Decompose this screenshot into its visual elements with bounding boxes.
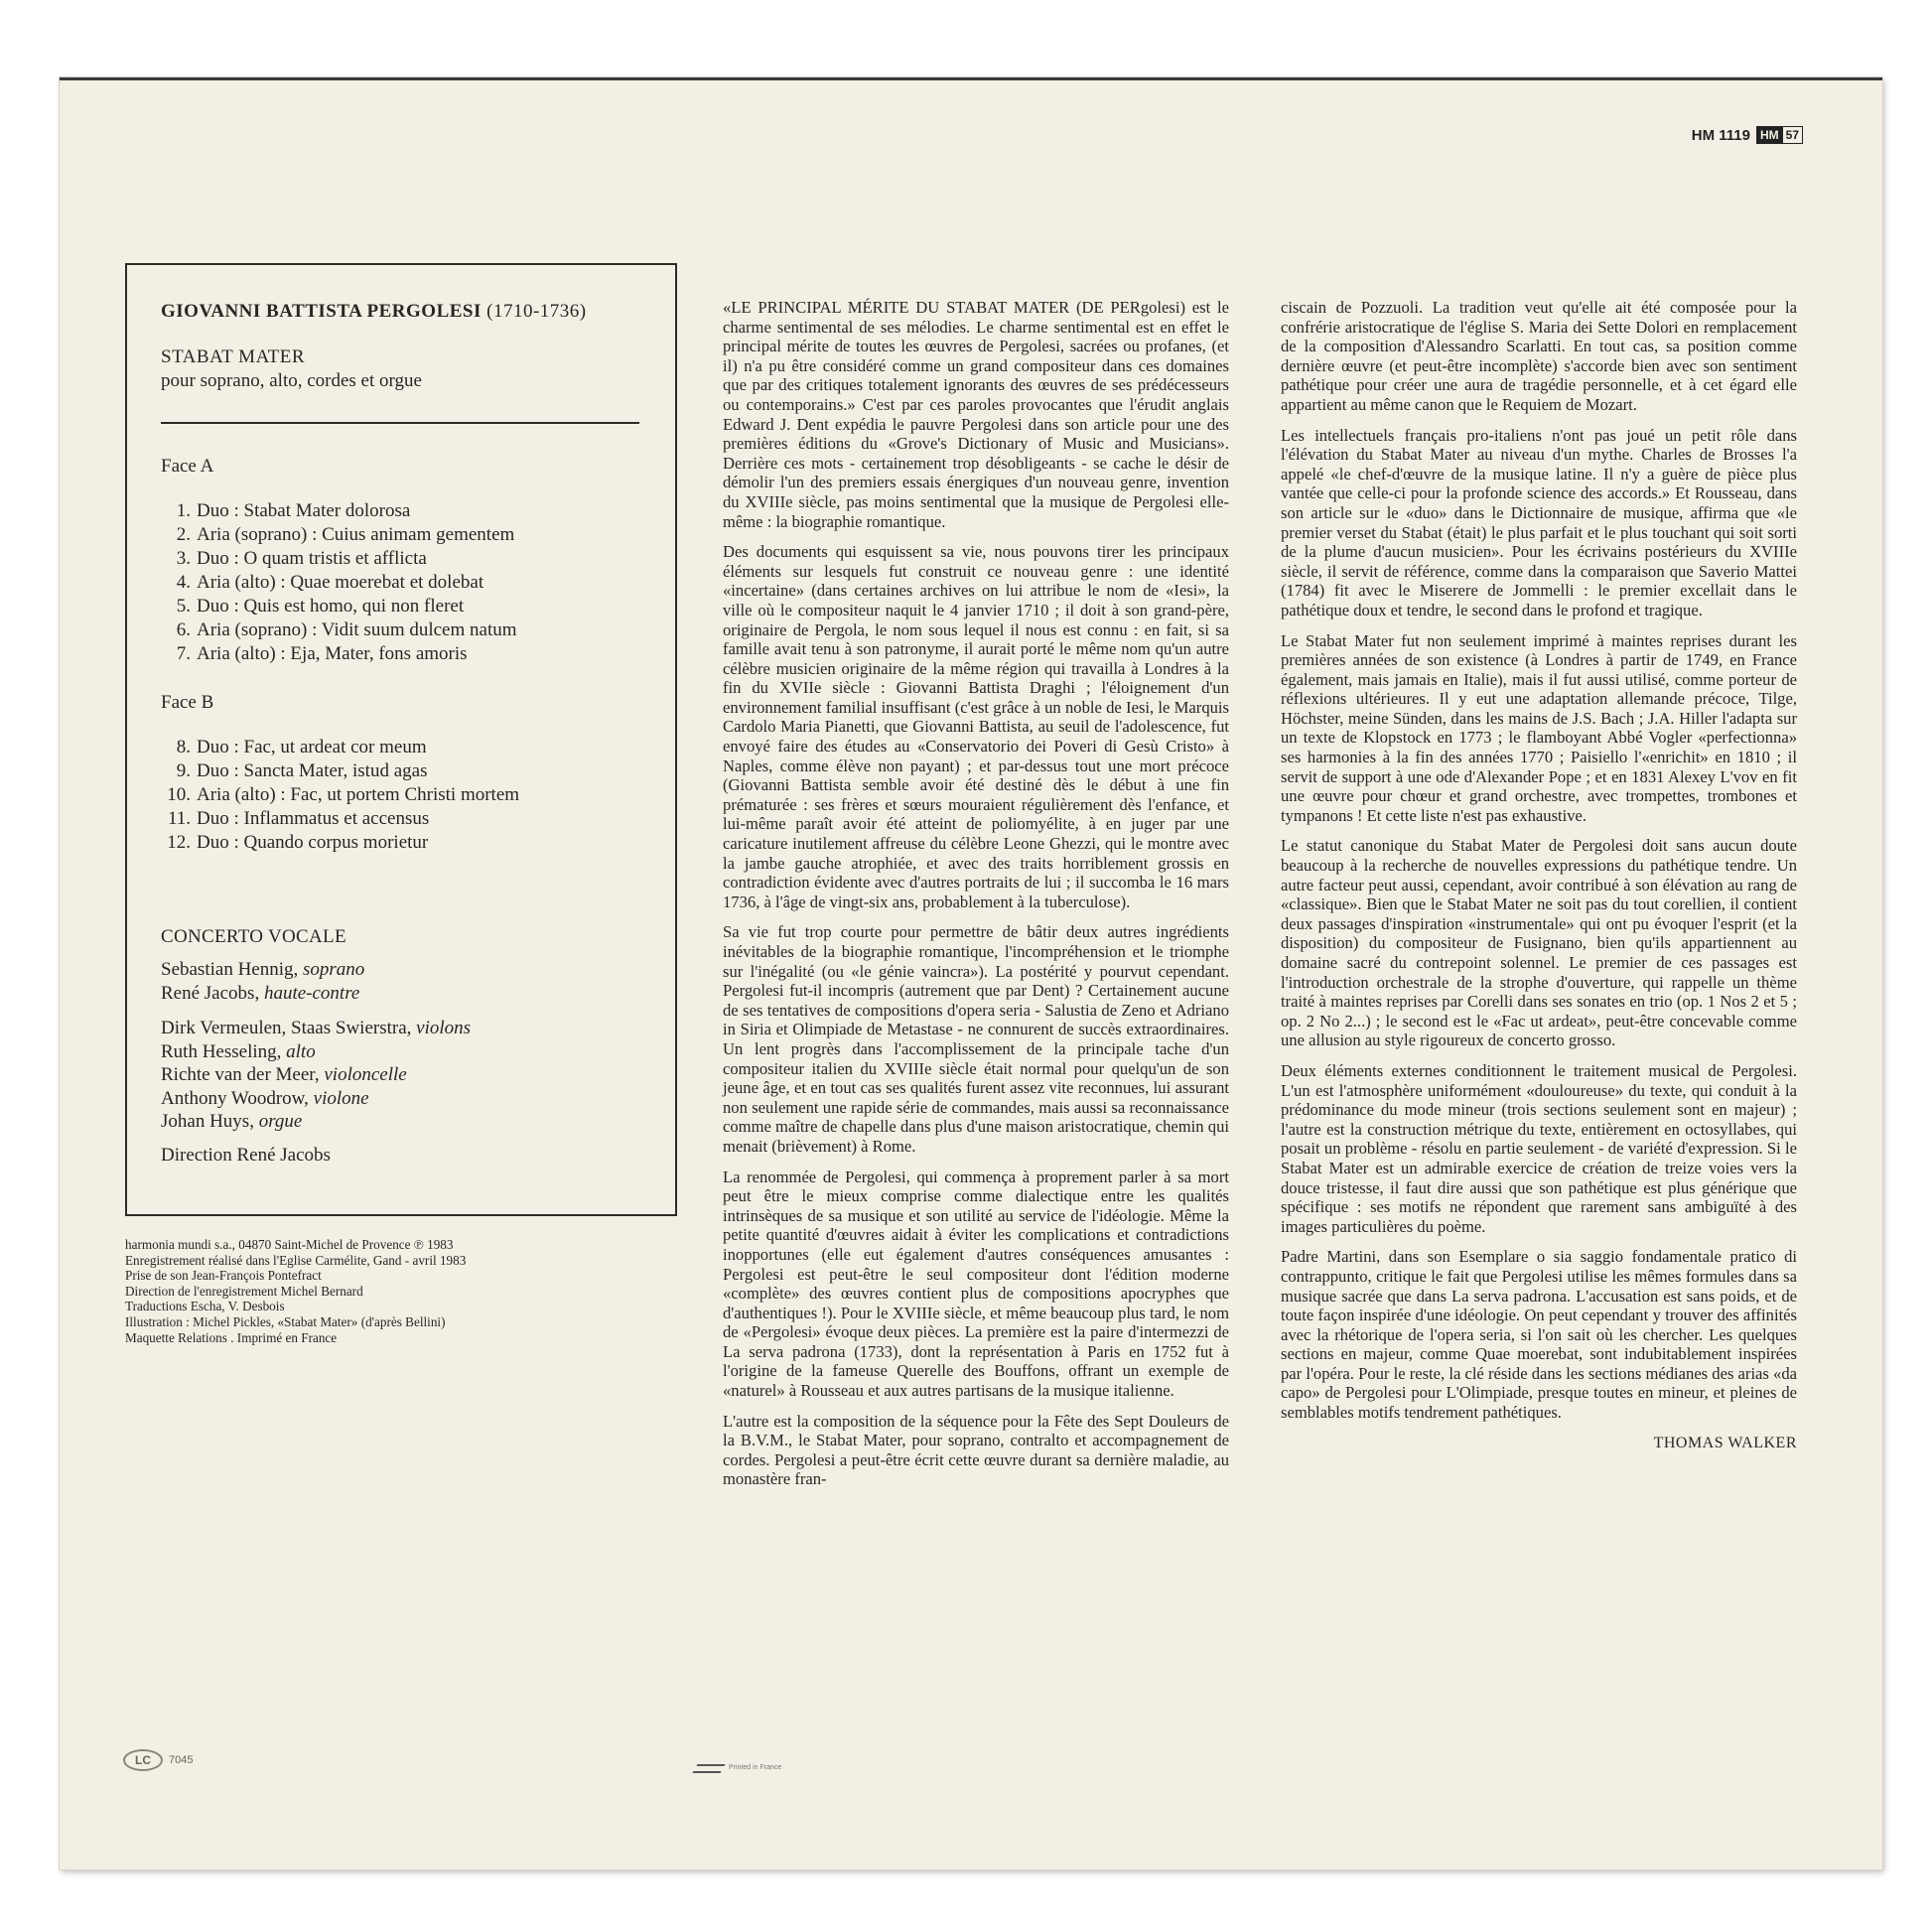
catalog-number [1692,126,1803,144]
credit-line: Enregistrement réalisé dans l'Eglise Carmélite, Gand - avril 1983 [125,1252,467,1268]
performers-list [161,958,647,1167]
article-paragraph: Le Stabat Mater fut non seulement imprimé à maintes reprises durant les premières années de son existence (à Londres à partir de 1749, en France également, mais jamais en Italie), mais il fut aussi utilisé, comme porteur de réflexions ultérieures. Il y eut une adaptation allemande précoce, Tilge, Höchster, meine Sünden, dans les mains de J.S. Bach ; J.A. Hiller l'adapta sur un texte de Klopstock en 1773 ; le flamboyant Abbé Vogler «perfectionna» ses harmonies à la fin des années 1770 ; Paisiello l'«enrichit» en 1810 ; il servit de support à une ode d'Alexander Pope ; et en 1831 Alexey L'vov en fit une œuvre pour chœur et grand orchestre, avec trompettes, trombones et tympanons ! Et cette liste n'est pas exhaustive. [1281,630,1797,825]
track-title: Duo : O quam tristis et afflicta [197,548,427,569]
article-paragraph: L'autre est la composition de la séquence pour la Fête des Sept Douleurs de la B.V.M., le Stabat Mater, pour soprano, contralto et accompagnement de cordes. Pergolesi a peut-être écrit cette œuvre durant sa dernière maladie, au monastère fran- [723,1411,1229,1489]
track-title: Duo : Quis est homo, qui non fleret [197,596,465,617]
track-number: 4. [176,572,191,593]
player [161,1017,647,1040]
track-item [161,619,647,642]
track-title: Aria (alto) : Quae moerebat et dolebat [197,572,484,593]
article-column-1 [723,298,1229,1500]
track-number: 12. [167,832,191,853]
article-paragraph: Des documents qui esquissent sa vie, nous pouvons tirer les principaux éléments sur lesquels fut construit ce nouveau genre : une identité «incertaine» (dans certaines archives on lui attribue le nom de «Iesi», la ville où le compositeur naquit le 4 janvier 1710 ; il doit à son grand-père, originaire de Pergola, le nom sous lequel il nous est connu : en fait, si sa famille avait tenu à son patronyme, il aurait porté le même nom qu'un autre célèbre musicien originaire de la même région qui travailla à Londres à la fin du XVIIe siècle : Giovanni Battista Draghi ; l'éloignement d'un environnement familial insuffisant (c'est grâce à un noble de Iesi, le Marquis Cardolo Maria Pianetti, que Giovanni Battista, au seuil de l'adolescence, fut envoyé faire des études au «Conservatorio dei Poveri di Gesù Cristo» à Naples, comme élève non payant) ; et par-dessus tout une mort précoce (Giovanni Battista semble avoir été destiné dès le début à une fin prématurée : ses frères et sœurs mouraient régulièrement dès l'enfance, et lui-même paraît avoir été atteint de poliomyélite, à en juger par une caricature inutilement affreuse du célèbre Leone Ghezzi, qui le montre avec la jambe gauche atrophiée, et avec des traits horriblement grossis en contradiction évidente avec d'autres portraits de lui ; il succomba le 16 mars 1736, à l'âge de vingt-six ans, probablement à la tuberculose). [723,542,1229,911]
track-number: 9. [176,760,191,781]
performer-role: soprano [303,959,365,980]
composer-heading [161,301,647,323]
track-number: 2. [176,524,191,545]
track-number: 6. [176,619,191,640]
track-title: Aria (alto) : Eja, Mater, fons amoris [197,643,468,664]
track-item [161,595,647,619]
hm-logo-badge [1756,126,1803,144]
performer-role: violons [416,1018,472,1038]
performer-name: Anthony Woodrow, [161,1087,309,1109]
article-paragraph: Padre Martini, dans son Esemplare o sia saggio fondamentale pratico di contrappunto, critique le fait que Pergolesi utilise les mêmes formules dans sa musique sacrée que dans La serva padrona. L'accusation est sans poids, et de toute façon inspirée d'une idéologie. On peut cependant y trouver des affinités avec la rhétorique de l'opera seria, si l'on sait où les chercher. Les quelques sections en majeur, comme Quae moerebat, sont indubitablement inspirées par l'opéra. Pour le reste, la clé réside dans les sections médianes des arias «da capo» de Pergolesi pour L'Olimpiade, presque toutes en mineur, et pleines de semblables motifs tendrement pathétiques. [1281,1247,1797,1423]
track-number: 10. [167,784,191,805]
track-item [161,642,647,666]
track-item [161,831,647,855]
track-title: Aria (soprano) : Vidit suum dulcem natum [197,619,517,640]
performer-role: violone [313,1087,369,1109]
article-column-2 [1281,298,1797,1452]
article-paragraph: Le statut canonique du Stabat Mater de Pergolesi doit sans aucun doute beaucoup à la recherche de nouvelles expressions du pathétique tendre. Un autre facteur peut aussi, cependant, avoir contribué à son élévation au rang de «classique». Bien que le Stabat Mater ne soit pas du tout corellien, il contient deux passages d'inspiration «instrumentale» qui ont pu évoquer l'esprit (et la disposition) du compositeur de Fusignano, bien qu'ils appartiennent au domaine sacré du contrepoint solennel. Le premier de ces passages est l'introduction orchestrale de la strophe d'ouverture, qui rappelle un thème traité à maintes reprises par Corelli dans ses sonates en trio (op. 1 Nos 2 et 5 ; op. 2 No 2...) ; le second est le «Fac ut ardeat», peut-être concevable comme une allusion au style rigoureux de concerto grosso. [1281,836,1797,1050]
credit-line: Illustration : Michel Pickles, «Stabat Mater» (d'après Bellini) [125,1313,446,1329]
track-title: Duo : Quando corpus morietur [197,832,429,853]
track-number: 7. [176,643,191,664]
tracklist-box [125,263,677,1216]
player [161,1040,647,1064]
player [161,1063,647,1087]
track-number: 1. [176,500,191,521]
printed-in-text: Printed in France [729,1763,782,1771]
track-item [161,547,647,571]
badge-left: HM [1757,127,1782,143]
catalog-number-text: HM 1119 [1691,126,1750,144]
article-paragraph: ciscain de Pozzuoli. La tradition veut qu'elle ait été composée pour la confrérie aristocratique de l'église S. Maria dei Sette Dolori en remplacement de la composition d'Alessandro Scarlatti. En tout cas, sa position comme dernière œuvre (et peut-être incomplète) s'accorde bien avec son sentiment pathétique pour créer une aura de tragédie personnelle, et à cet égard elle appartient au même canon que le Requiem de Mozart. [1281,298,1797,414]
performer-role: haute-contre [263,982,360,1004]
player [161,1110,647,1134]
printed-mark [695,1762,781,1772]
face-a-label: Face A [161,456,214,477]
track-title: Duo : Fac, ut ardeat cor meum [197,737,427,757]
track-item [161,571,647,595]
direction-credit: Direction René Jacobs [161,1144,331,1166]
work-subtitle: pour soprano, alto, cordes et orgue [161,370,422,391]
track-number: 3. [176,548,191,569]
credit-line: Prise de son Jean-François Pontefract [125,1268,322,1284]
production-credits [125,1237,681,1345]
track-title: Duo : Stabat Mater dolorosa [197,500,411,521]
author-signature: THOMAS WALKER [1653,1434,1797,1451]
track-item [161,736,647,759]
work-title: STABAT MATER [161,346,306,367]
track-title: Duo : Inflammatus et accensus [197,808,430,829]
performer-name: Ruth Hesseling, [161,1040,282,1062]
track-title: Duo : Sancta Mater, istud agas [197,760,428,781]
performer-name: Sebastian Hennig, [161,959,299,980]
track-number: 8. [176,737,191,757]
composer-name: GIOVANNI BATTISTA PERGOLESI [161,301,482,322]
printer-logo-icon [695,1762,723,1772]
lc-logo-icon: LC [123,1749,163,1771]
article-paragraph: Les intellectuels français pro-italiens n'ont pas joué un petit rôle dans l'élévation du Stabat Mater au niveau d'un mythe. Charles de Brosses l'a appelé «le chef-d'œuvre de la musique latine. Il n'y a guère de pièce plus vantée que celle-ci pour la profonde science des accords.» Et Rousseau, dans son article sur le «duo» dans le Dictionnaire de musique, affirma que «le premier verset du Stabat (était) le plus parfait et le plus touchant qui soit sorti de la plume d'aucun musicien». Pour les écrivains postérieurs du XVIIIe siècle, il servit de référence, comme dans la comparaison que Saverio Mattei (1784) fit avec le Miserere de Jommelli : le premier excellait dans le pathétique doux et tendre, le second dans le profond et tragique. [1281,425,1797,619]
track-item [161,759,647,783]
track-item [161,783,647,807]
player [161,1087,647,1111]
face-b-tracklist [161,736,647,855]
soloist [161,958,647,982]
performer-name: Dirk Vermeulen, Staas Swierstra, [161,1018,412,1038]
credit-line: Maquette Relations . Imprimé en France [125,1329,338,1345]
credit-line: Traductions Escha, V. Desbois [125,1299,285,1314]
soloist [161,982,647,1006]
credit-line: harmonia mundi s.a., 04870 Saint-Michel de Provence ℗ 1983 [125,1237,454,1252]
performer-name: Richte van der Meer, [161,1064,320,1085]
performer-role: violoncelle [324,1064,407,1085]
performer-name: Johan Huys, [161,1111,254,1132]
article-paragraph: La renommée de Pergolesi, qui commença à proprement parler à sa mort peut être le mieux comprise comme dialectique entre les qualités intrinsèques de sa musique et son utilité au service de l'idéologie. Même la petite quantité d'œuvres aidait à éviter les complications et contradictions inopportunes (elle eut également d'autres conséquences amusantes : Pergolesi est peut-être le seul compositeur dont l'édition moderne «complète» des œuvres contient plus de compositions apocryphes que d'authentiques !). Pour le XVIIIe siècle, et même beaucoup plus tard, le nom de «Pergolesi» évoque deux pièces. La première est la paire d'intermezzi de La serva padrona (1733), dont la représentation à Paris en 1752 fut à l'origine de la fameuse Querelle des Bouffons, offrant un exemple de «naturel» à Rousseau et aux autres partisans de la musique italienne. [723,1167,1229,1401]
divider [161,422,639,424]
article-paragraph: «LE PRINCIPAL MÉRITE DU STABAT MATER (DE PERgolesi) est le charme sentimental de ses mélodies. Le charme sentimental est en effet le principal mérite de toutes les œuvres de Pergolesi, sacrées ou profanes, (et il) n'a pu être considéré comme un grand compositeur dans ces domaines que par des critiques totalement ignorants des œuvres de ses prédécesseurs ou contemporains.» C'est par ces paroles provocantes que l'érudit anglais Edward J. Dent expédia le pauvre Pergolesi dans son article pour une des premières éditions du «Grove's Dictionary of Music and Musicians». Derrière ces mots - certainement trop désobligeants - se cache le désir de démolir l'un des premiers essais énergiques d'un nouveau genre, invention du XVIIIe siècle, pas moins sentimental que la musique de Pergolesi elle-même : la biographie romantique. [723,298,1229,531]
performer-role: alto [286,1040,316,1062]
track-item [161,523,647,547]
performer-role: orgue [258,1111,303,1132]
ensemble-name: CONCERTO VOCALE [161,926,346,947]
track-item [161,499,647,523]
performer-name: René Jacobs, [161,982,260,1004]
credit-line: Direction de l'enregistrement Michel Bernard [125,1283,363,1299]
face-a-tracklist [161,499,647,666]
lc-number: 7045 [169,1754,194,1766]
track-title: Aria (alto) : Fac, ut portem Christi mortem [197,784,520,805]
article-paragraph: Deux éléments externes conditionnent le traitement musical de Pergolesi. L'un est l'atmosphère uniformément «douloureuse» du texte, qui conduit à la prédominance du mode mineur (trois sections seulement sont en majeur) ; l'autre est la construction métrique du texte, entièrement en octosyllabes, qui posait un problème - résolu en partie seulement - de variété d'expression. Si le Stabat Mater est un admirable exercice de création de treize voies vers la douce tristesse, il faut dire aussi que son pathétique est plus générique que spécifique : ses motifs ne répondent que rarement sans ambiguïté à des images particulières du poème. [1281,1060,1797,1236]
article-paragraph: Sa vie fut trop courte pour permettre de bâtir deux autres ingrédients inévitables de la biographie romantique, l'incompréhension et le triomphe sur l'inégalité (ou «le génie vaincra»). La postérité y pourvut cependant. Pergolesi fut-il incompris (autrement que par Dent) ? Certainement aucune de ses tentatives de compositions d'opera seria - Salustia de Zeno et Adriano in Siria et Olimpiade de Metastase - ne connurent de succès extraordinaires. Un lent progrès dans l'accomplissement de la principale tache d'un compositeur italien du XVIIIe siècle était normal pour quelqu'un de son jeune âge, et en tout cas ses qualités furent assez vite reconnues, lui assurant non seulement une rapide série de commandes, mais aussi sa reconnaissance comme maître de chapelle dans plus d'une maison aristocratique, chemin qui menait (brièvement) à Rome. [723,922,1229,1156]
composer-dates: (1710-1736) [486,301,587,322]
track-number: 5. [176,596,191,617]
face-b-label: Face B [161,692,214,713]
label-code [123,1749,193,1771]
badge-right: 57 [1782,127,1802,143]
track-item [161,807,647,831]
track-number: 11. [167,808,191,829]
track-title: Aria (soprano) : Cuius animam gementem [197,524,515,545]
